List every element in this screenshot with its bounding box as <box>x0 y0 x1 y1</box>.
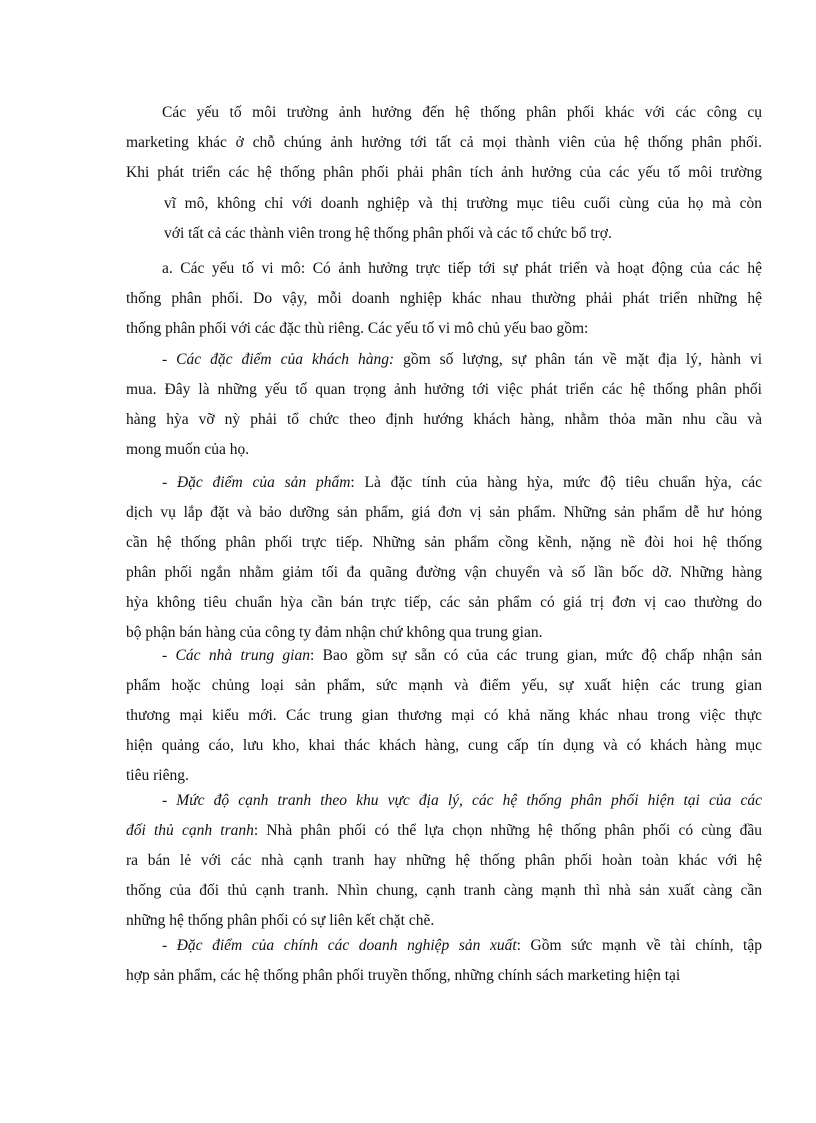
text-line: hỳa không tiêu chuẩn hỳa cần bán trực tiếp, các sản phẩm có giá trị đơn vị cao thường do <box>126 594 762 611</box>
text-line: tiêu riêng. <box>126 767 189 784</box>
text-line <box>126 931 762 961</box>
text-line: dịch vụ lắp đặt và bảo dưỡng sản phẩm, giá đơn vị sản phẩm. Những sản phẩm dễ hư hỏng <box>126 504 762 521</box>
text-line: phân phối ngắn nhằm giảm tối đa quãng đường vận chuyển và số lần bốc dỡ. Những hàng <box>126 564 762 581</box>
text-line <box>126 641 762 671</box>
item-title: Đặc điểm của sản phẩm <box>176 474 351 491</box>
paragraph-manufacturer-traits <box>126 931 762 991</box>
text-line: cần hệ thống phân phối trực tiếp. Những sản phẩm cồng kềnh, nặng nề đòi hoi hệ thống <box>126 534 762 551</box>
bullet-dash: - <box>162 937 177 954</box>
text-line: marketing khác ở chỗ chúng ảnh hưởng tới tất cả mọi thành viên của hệ thống phân phối. <box>126 134 762 151</box>
text-line: thống của đối thủ cạnh tranh. Nhìn chung, cạnh tranh càng mạnh thì nhà sản xuất càng cần <box>126 882 762 899</box>
text-line: những hệ thống phân phối có sự liên kết chặt chẽ. <box>126 912 435 929</box>
item-title: Mức độ cạnh tranh theo khu vực địa lý, các hệ thống phân phối hiện tại của các <box>176 792 762 809</box>
text-line: bộ phận bán hàng của công ty đảm nhận chứ không qua trung gian. <box>126 624 543 641</box>
text-line <box>126 345 762 375</box>
paragraph-micro-factors <box>126 254 762 344</box>
bullet-dash: - <box>162 351 177 368</box>
bullet-dash: - <box>162 647 176 664</box>
text-line <box>126 816 762 846</box>
item-title: Các đặc điểm của khách hàng: <box>176 351 395 368</box>
text-line: Khi phát triển các hệ thống phân phối phải phân tích ảnh hưởng của các yếu tố môi trường <box>126 164 762 181</box>
item-text: : Gồm sức mạnh về tài chính, tập <box>516 937 762 954</box>
text-line: mong muốn của họ. <box>126 441 250 458</box>
paragraph-customer-traits <box>126 345 762 465</box>
text-line: phẩm hoặc chủng loại sản phẩm, sức mạnh và điểm yếu, sự xuất hiện các trung gian <box>126 677 762 694</box>
text-line <box>126 786 762 816</box>
text-line: thống phân phối với các đặc thù riêng. Các yếu tố vi mô chủ yếu bao gồm: <box>126 320 589 337</box>
item-title-cont: đối thủ cạnh tranh <box>126 822 254 839</box>
text-line: hàng hỳa vỡ nỳ phải tổ chức theo định hướng khách hàng, nhằm thỏa mãn nhu cầu và <box>126 411 762 428</box>
text-line: Các yếu tố môi trường ảnh hưởng đến hệ thống phân phối khác với các công cụ <box>162 104 762 121</box>
item-text: : Nhà phân phối có thể lựa chọn những hệ thống phân phối có cùng đầu <box>253 822 762 839</box>
text-line: vĩ mô, không chỉ với doanh nghiệp và thị trường mục tiêu cuối cùng của họ mà còn <box>164 195 762 212</box>
item-title: Đặc điểm của chính các doanh nghiệp sản xuất <box>176 937 517 954</box>
text-line: a. Các yếu tố vi mô: Có ảnh hưởng trực tiếp tới sự phát triển và hoạt động của các hệ <box>162 260 762 277</box>
paragraph-intermediaries <box>126 641 762 791</box>
paragraph-macro <box>164 189 762 249</box>
text-line: hợp sản phẩm, các hệ thống phân phối truyền thống, những chính sách marketing hiện tại <box>126 967 681 984</box>
text-line: thống phân phối. Do vậy, mỗi doanh nghiệp khác nhau thường phải phát triển những hệ <box>126 290 762 307</box>
text-line: với tất cả các thành viên trong hệ thống phân phối và các tổ chức bổ trợ. <box>164 225 612 242</box>
item-text: : Bao gồm sự sẵn có của các trung gian, mức độ chấp nhận sản <box>310 647 762 664</box>
text-line: thương mại kiểu mới. Các trung gian thương mại có khả năng khác nhau trong việc thực <box>126 707 762 724</box>
text-line: ra bán lẻ với các nhà cạnh tranh hay những hệ thống phân phối hoàn toàn khác với hệ <box>126 852 762 869</box>
text-line: hiện quảng cáo, lưu kho, khai thác khách hàng, cung cấp tín dụng và có khách hàng mục <box>126 737 762 754</box>
text-line <box>126 468 762 498</box>
bullet-dash: - <box>162 474 177 491</box>
paragraph-intro <box>126 98 762 128</box>
text-line: mua. Đây là những yếu tố quan trọng ảnh hưởng tới việc phát triển các hệ thống phân phối <box>126 381 762 398</box>
item-text: : Là đặc tính của hàng hỳa, mức độ tiêu chuẩn hỳa, các <box>350 474 762 491</box>
item-title: Các nhà trung gian <box>175 647 310 664</box>
paragraph-competition <box>126 786 762 936</box>
bullet-dash: - <box>162 792 177 809</box>
paragraph-intro-cont <box>126 128 762 188</box>
paragraph-product-traits <box>126 468 762 648</box>
item-text: gồm số lượng, sự phân tán về mặt địa lý, hành vi <box>394 351 762 368</box>
